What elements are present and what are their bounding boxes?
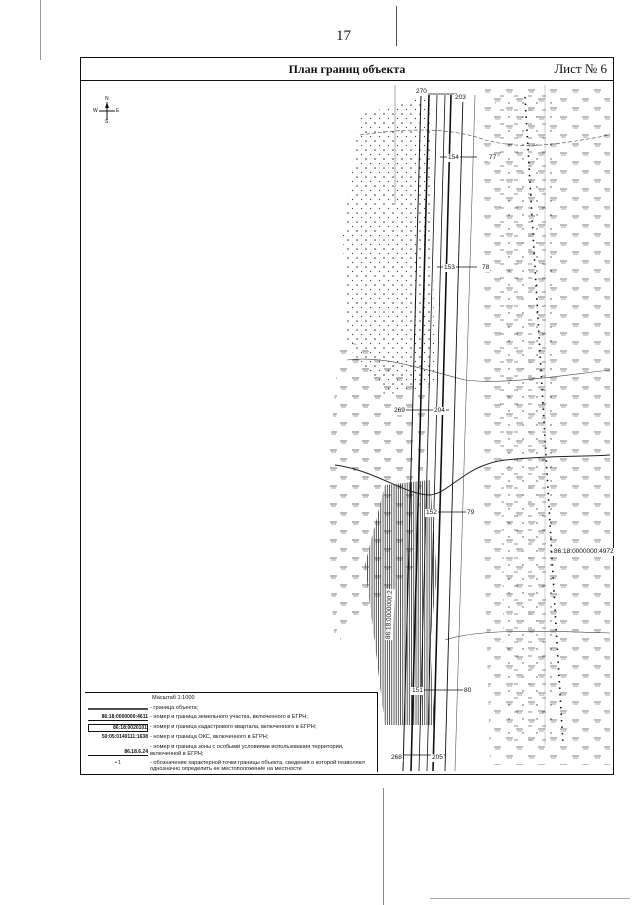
compass-e: E	[116, 108, 120, 114]
legend-text: - номер и граница земельного участка, включенного в ЕГРН;	[150, 714, 308, 720]
drawing-frame	[80, 57, 614, 775]
point-label-152: 152	[426, 509, 437, 516]
point-label-154: 154	[448, 154, 459, 161]
legend-row-special-zone	[85, 744, 375, 760]
legend-symbol: 86:18:0020101	[88, 724, 148, 732]
legend-text: - номер и граница ОКС, включенного в ЕГРН;	[150, 734, 269, 740]
point-label-204: 204	[434, 407, 445, 414]
north-arrow	[95, 97, 119, 125]
legend-symbol: 86:18:0000000:4611	[88, 714, 148, 721]
point-label-270: 270	[416, 88, 427, 95]
point-label-205: 205	[432, 754, 443, 761]
point-label-153: 153	[444, 264, 455, 271]
legend-row-cadastral-quarter	[85, 724, 375, 733]
legend-text: - номер и граница зоны с особыми условиями использования территории, включенной в ЕГРН;	[150, 744, 344, 757]
legend-symbol: 50:05:0140111:1638	[101, 734, 148, 740]
scan-edge-bottom	[430, 898, 630, 899]
legend-row-characteristic-point	[85, 760, 375, 772]
legend-symbol: • 1	[115, 760, 121, 766]
map-area	[85, 85, 614, 772]
point-label-77: 77	[489, 154, 497, 161]
legend-text: - граница объекта;	[150, 705, 199, 711]
compass-s: S	[105, 119, 109, 125]
legend-row-object-boundary	[85, 705, 375, 714]
legend-symbol: 86.18.6.24	[88, 749, 148, 756]
parcel-number-right: 86:18:0000000:4972	[554, 548, 614, 555]
scan-mark-bottom	[383, 788, 384, 905]
boundary-map	[85, 85, 610, 771]
scan-mark-top	[396, 6, 397, 46]
compass-n: N	[105, 96, 109, 102]
point-label-151: 151	[412, 687, 423, 694]
compass-w: W	[93, 108, 98, 114]
sheet-number: Лист № 6	[554, 61, 607, 76]
legend-scale: Масштаб 1:1000	[152, 695, 195, 701]
page-number: 17	[336, 28, 351, 44]
legend-row-building	[85, 734, 375, 743]
legend-row-land-parcel	[85, 714, 375, 723]
scan-mark-left	[40, 0, 41, 60]
point-label-203: 203	[455, 94, 466, 101]
legend-text: - номер и граница кадастрового квартала, включенного в ЕГРН;	[150, 724, 317, 730]
point-label-268: 268	[391, 754, 402, 761]
point-label-80: 80	[464, 687, 472, 694]
point-label-78: 78	[482, 264, 490, 271]
legend-text: - обозначение характерной точки границы объекта, сведения о которой позволяют однозначно определить ее местоположение на местности	[150, 760, 366, 772]
sparse-area-east	[495, 95, 555, 745]
plan-title: План границ объекта	[288, 62, 406, 76]
point-label-79: 79	[467, 509, 475, 516]
frame-header	[81, 58, 613, 81]
parcel-number-vertical: 86:18:0000000:2	[385, 590, 394, 640]
point-label-269: 269	[394, 407, 405, 414]
object-boundary-symbol-icon	[88, 706, 148, 712]
map-legend	[85, 692, 378, 772]
